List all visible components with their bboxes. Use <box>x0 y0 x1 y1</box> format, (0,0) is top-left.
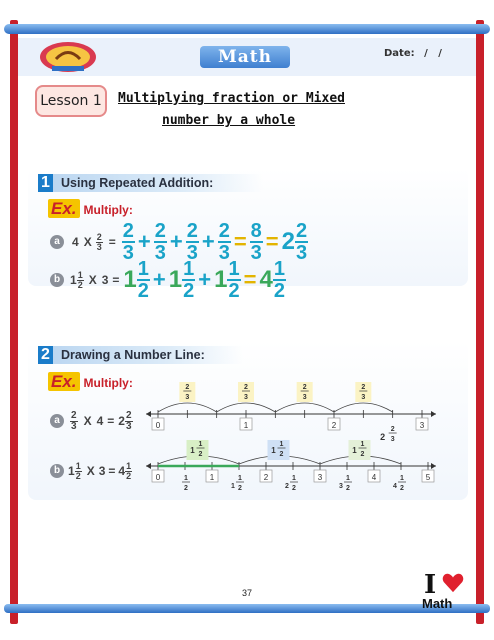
left-frame-bar <box>10 20 18 624</box>
nl-item-b-fraction: $\frac{1}{2}$ <box>75 460 81 481</box>
half-tick-fraction-denominator: 2 <box>238 485 242 492</box>
school-logo-icon <box>38 40 98 74</box>
item-a-whole: 4 <box>72 235 79 249</box>
jump-label-numerator: 2 <box>244 384 248 391</box>
logo-word-math: Math <box>422 596 453 611</box>
tick-label: 4 <box>371 473 377 482</box>
half-tick-whole: 4 <box>393 483 397 490</box>
section1-item-a <box>50 220 308 264</box>
tick-label: 3 <box>419 421 425 430</box>
tick-label: 1 <box>243 421 249 430</box>
nl-item-b-marker: b <box>50 464 64 478</box>
half-tick-fraction-numerator: 1 <box>400 475 404 482</box>
item-a-mixed-fraction: $\frac{2}{3}$ <box>296 220 308 264</box>
section2-header <box>38 346 243 364</box>
item-a-addend-3: $\frac{2}{3}$ <box>186 220 198 264</box>
item-b-addend-frac-2: $\frac{1}{2}$ <box>183 258 195 302</box>
item-b-whole: 1 <box>70 273 77 287</box>
item-b-factor: 3 <box>101 273 109 287</box>
date-field <box>384 48 442 59</box>
axis-arrow <box>146 411 151 417</box>
brand-math: Math <box>200 46 290 68</box>
bottom-frame-bar <box>4 604 490 613</box>
top-frame-bar <box>4 24 490 34</box>
jump-label-whole: 1 <box>271 446 276 455</box>
item-a-addend-2: $\frac{2}{3}$ <box>154 220 166 264</box>
equals-sign: = <box>243 267 257 292</box>
nl-item-b-ans-whole: 4 <box>118 464 126 478</box>
nl-item-a-ans-fraction: $\frac{2}{3}$ <box>125 409 132 432</box>
example-badge: Ex. <box>48 199 80 218</box>
section2-title: Drawing a Number Line: <box>53 346 243 364</box>
item-b-addend-whole-3: 1 <box>214 266 228 293</box>
jump-label-numerator: 2 <box>361 384 366 391</box>
section2-item-a <box>50 406 133 436</box>
number-line-a <box>140 382 440 444</box>
nl-item-a-equals: = <box>107 414 115 428</box>
example-label: Multiply: <box>83 203 133 217</box>
section2-number: 2 <box>38 346 53 364</box>
item-b-addend-frac-3: $\frac{1}{2}$ <box>228 258 240 302</box>
jump-label-fraction-denominator: 2 <box>360 451 365 458</box>
page-number: 37 <box>241 588 252 598</box>
nl-item-b-whole: 1 <box>68 464 75 478</box>
nl-item-a-marker: a <box>50 414 64 428</box>
axis-arrow <box>146 463 151 469</box>
item-b-fraction: $\frac{1}{2}$ <box>77 269 83 290</box>
item-a-addend-1: $\frac{2}{3}$ <box>122 220 134 264</box>
section2-item-b <box>50 456 132 486</box>
item-a-addend-4: $\frac{2}{3}$ <box>218 220 230 264</box>
plus-sign: + <box>198 267 212 292</box>
equals-sign: = <box>265 229 279 254</box>
half-tick-fraction-denominator: 2 <box>184 485 188 492</box>
item-a-marker: a <box>50 235 64 249</box>
logo-letter-i: I <box>424 570 437 600</box>
item-b-addend-whole-1: 1 <box>123 266 137 293</box>
lesson-badge: Lesson 1 <box>35 85 107 117</box>
nl-item-a-fraction: $\frac{2}{3}$ <box>71 409 77 432</box>
tick-label: 0 <box>155 421 161 430</box>
half-tick-whole: 3 <box>339 483 343 490</box>
nl-item-b-equals: = <box>108 464 116 478</box>
section1-number: 1 <box>38 174 53 192</box>
tick-label: 1 <box>209 473 215 482</box>
item-a-equals: = <box>108 235 116 249</box>
item-a-mixed-whole: 2 <box>281 228 296 255</box>
axis-arrow <box>431 411 436 417</box>
nl-item-a-times: X <box>83 414 92 428</box>
tick-label: 2 <box>263 473 269 482</box>
i-love-math-logo <box>420 570 472 614</box>
item-a-times: X <box>83 235 92 249</box>
jump-label-denominator: 3 <box>244 394 248 401</box>
tick-label: 0 <box>155 473 161 482</box>
section2-example <box>48 372 133 391</box>
answer-whole: 2 <box>380 432 386 442</box>
lesson-title <box>118 88 368 132</box>
heart-icon <box>442 572 464 594</box>
half-tick-whole: 2 <box>285 483 289 490</box>
half-tick-fraction-numerator: 1 <box>292 475 296 482</box>
jump-label-denominator: 3 <box>361 394 366 401</box>
nl-item-a-factor: 4 <box>96 414 104 428</box>
jump-label-whole: 1 <box>352 446 357 455</box>
answer-fraction-numerator: 2 <box>390 426 395 433</box>
section1-header <box>38 174 263 192</box>
half-tick-fraction-numerator: 1 <box>238 475 242 482</box>
half-tick-whole: 1 <box>231 483 235 490</box>
item-b-times: X <box>88 273 97 287</box>
lesson-title-line1: Multiplying fraction or Mixed <box>118 91 345 106</box>
jump-label-denominator: 3 <box>302 394 307 401</box>
tick-label: 3 <box>317 473 323 482</box>
item-b-marker: b <box>50 273 64 287</box>
example-label: Multiply: <box>83 376 133 390</box>
nl-item-b-ans-fraction: $\frac{1}{2}$ <box>126 460 132 481</box>
jump-label-fraction-numerator: 1 <box>198 441 203 448</box>
number-line-b <box>140 440 440 502</box>
section1-example <box>48 199 133 218</box>
item-b-addend-whole-2: 1 <box>168 266 183 293</box>
plus-sign: + <box>137 229 151 254</box>
example-badge: Ex. <box>48 372 80 391</box>
half-tick-fraction-denominator: 2 <box>292 485 296 492</box>
item-b-equals: = <box>112 273 120 287</box>
nl-item-a-ans-whole: 2 <box>118 414 125 428</box>
nl-item-b-factor: 3 <box>98 464 106 478</box>
date-value: / / <box>424 48 442 59</box>
tick-label: 2 <box>331 421 337 430</box>
jump-label-fraction-numerator: 1 <box>360 441 365 448</box>
date-label: Date: <box>384 48 415 59</box>
plus-sign: + <box>152 267 166 292</box>
section1-item-b <box>50 258 286 302</box>
half-tick-fraction-denominator: 2 <box>400 485 404 492</box>
nl-item-b-times: X <box>86 464 95 478</box>
axis-arrow <box>431 463 436 469</box>
jump-label-fraction-denominator: 2 <box>198 451 203 458</box>
item-b-result-fraction: $\frac{1}{2}$ <box>273 258 285 302</box>
jump-label-whole: 1 <box>190 446 195 455</box>
half-tick-fraction-denominator: 2 <box>346 485 350 492</box>
jump-label-fraction-denominator: 2 <box>279 451 284 458</box>
tick-label: 5 <box>425 473 431 482</box>
jump-label-numerator: 2 <box>302 384 307 391</box>
section1-title: Using Repeated Addition: <box>53 174 263 192</box>
half-tick-fraction-numerator: 1 <box>346 475 350 482</box>
plus-sign: + <box>169 229 183 254</box>
plus-sign: + <box>201 229 215 254</box>
right-frame-bar <box>476 20 484 624</box>
item-a-result-fraction: $\frac{8}{3}$ <box>250 220 262 264</box>
item-b-result-whole: 4 <box>259 266 273 293</box>
answer-fraction-denominator: 3 <box>390 436 395 443</box>
jump-label-fraction-numerator: 1 <box>279 441 284 448</box>
item-b-addend-frac-1: $\frac{1}{2}$ <box>137 258 149 302</box>
lesson-title-line2: number by a whole <box>162 113 296 128</box>
jump-label-numerator: 2 <box>185 384 190 391</box>
half-tick-fraction-numerator: 1 <box>184 475 188 482</box>
equals-sign: = <box>233 229 247 254</box>
item-a-factor-fraction: $\frac{2}{3}$ <box>96 231 102 252</box>
jump-label-denominator: 3 <box>185 394 190 401</box>
